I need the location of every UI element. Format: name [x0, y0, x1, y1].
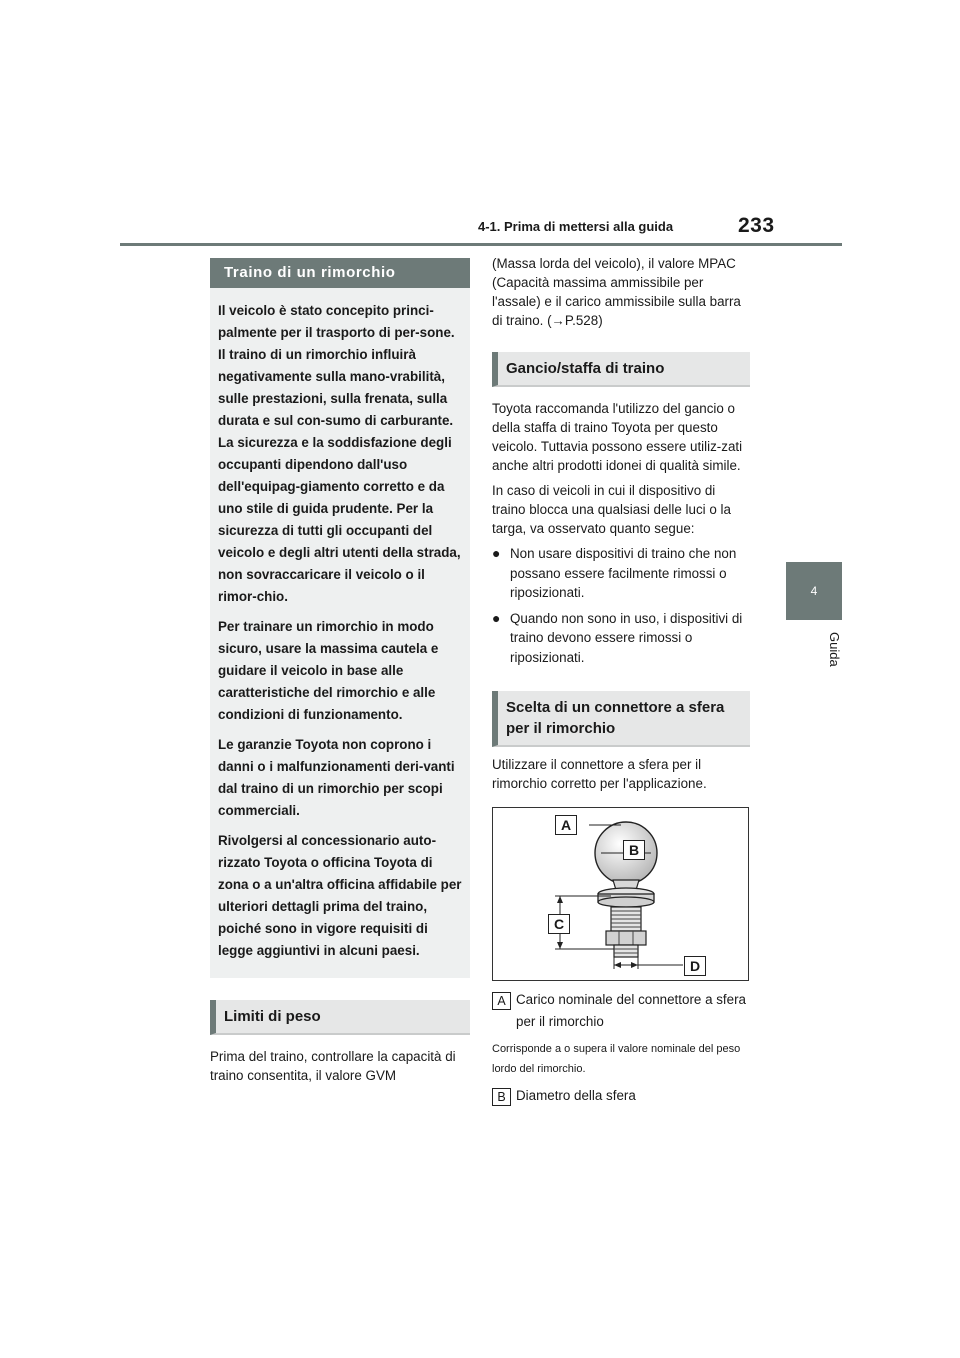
ball-connector-illustration	[493, 808, 748, 980]
list-item: ● Quando non sono in uso, i dispositivi di traino devono essere rimossi o riposizionati.	[492, 609, 750, 668]
callout-d: D	[684, 956, 706, 976]
ball-connector-figure	[492, 807, 749, 981]
bullet-icon: ●	[492, 545, 501, 561]
list-item: ● Non usare dispositivi di traino che non possano essere facilmente rimossi o riposizionati.	[492, 544, 750, 603]
callout-a: A	[555, 815, 577, 835]
weight-text-continued: (Massa lorda del veicolo), il valore MPAC (Capacità massima ammissibile per l'assale) e il carico ammissibile sulla barra di traino. (→P.528)	[492, 256, 741, 328]
intro-paragraph: Il veicolo è stato concepito princi-palmente per il trasporto di per-sone. Il traino di un rimorchio influirà negativamente sulla mano-vrabilità, sulle prestazioni, sulla frenata, sulla durata e sul con-sumo di carburante. La sicurezza e la soddisfazione degli occupanti dipendono dall'uso dell'equipag-giamento corretto e da uno stile di guida prudente. Per la sicurezza di tutti gli occupanti del veicolo e degli altri utenti della strada, non sovraccaricare il veicolo o il rimor-chio.	[218, 303, 461, 604]
hitch-text: In caso di veicoli in cui il dispositivo di traino blocca una qualsiasi delle luci o la targa, va osservato quanto segue:	[492, 483, 731, 536]
legend-text: Diametro della sfera	[516, 1088, 636, 1103]
intro-paragraph: Le garanzie Toyota non coprono i danni o i malfunzionamenti deri-vanti dal traino di un rimorchio per scopi commerciali.	[218, 737, 455, 818]
callout-c: C	[548, 914, 570, 934]
legend-item	[492, 989, 750, 1033]
weight-text: Prima del traino, controllare la capacità di traino consentita, il valore GVM	[210, 1049, 456, 1083]
header-divider	[120, 243, 842, 246]
section-title: 4-1. Prima di mettersi alla guida	[478, 219, 674, 234]
ball-text: Utilizzare il connettore a sfera per il rimorchio corretto per l'applicazione.	[492, 757, 707, 791]
main-heading: Traino di un rimorchio	[210, 258, 470, 288]
chapter-tab[interactable]: 4	[786, 562, 842, 620]
chapter-label: Guida	[827, 632, 842, 667]
page-number: 233	[738, 214, 775, 237]
bullet-icon: ●	[492, 609, 501, 626]
legend-key: A	[492, 992, 511, 1010]
left-column	[210, 258, 470, 1085]
legend-text: Carico nominale del connettore a sfera per il rimorchio	[516, 992, 747, 1029]
intro-paragraph: Rivolgersi al concessionario auto-rizzato Toyota o officina Toyota di zona o a un'altra officina affidabile per ulteriori dettagli prima del traino, poiché sono in vigore requisiti di legge aggiuntivi in alcuni paesi.	[218, 833, 462, 958]
legend-item	[492, 1085, 750, 1107]
weight-heading: Limiti di peso	[210, 1000, 470, 1035]
right-column	[492, 254, 750, 1107]
legend-note: Corrisponde a o supera il valore nominale del peso lordo del rimorchio.	[492, 1043, 741, 1075]
hitch-text: Toyota raccomanda l'utilizzo del gancio o della staffa di traino Toyota per questo veicolo. Tuttavia possono essere utiliz-zati anche altri prodotti idonei di qualità simile.	[492, 401, 743, 473]
intro-paragraph: Per trainare un rimorchio in modo sicuro, usare la massima cautela e guidare il veicolo in base alle caratteristiche del rimorchio e alle condizioni di funzionamento.	[218, 619, 439, 722]
hitch-heading: Gancio/staffa di traino	[492, 352, 750, 387]
ball-heading: Scelta di un connettore a sfera per il rimorchio	[492, 691, 750, 747]
callout-b: B	[623, 840, 645, 860]
intro-box	[210, 288, 470, 978]
legend-key: B	[492, 1088, 511, 1106]
